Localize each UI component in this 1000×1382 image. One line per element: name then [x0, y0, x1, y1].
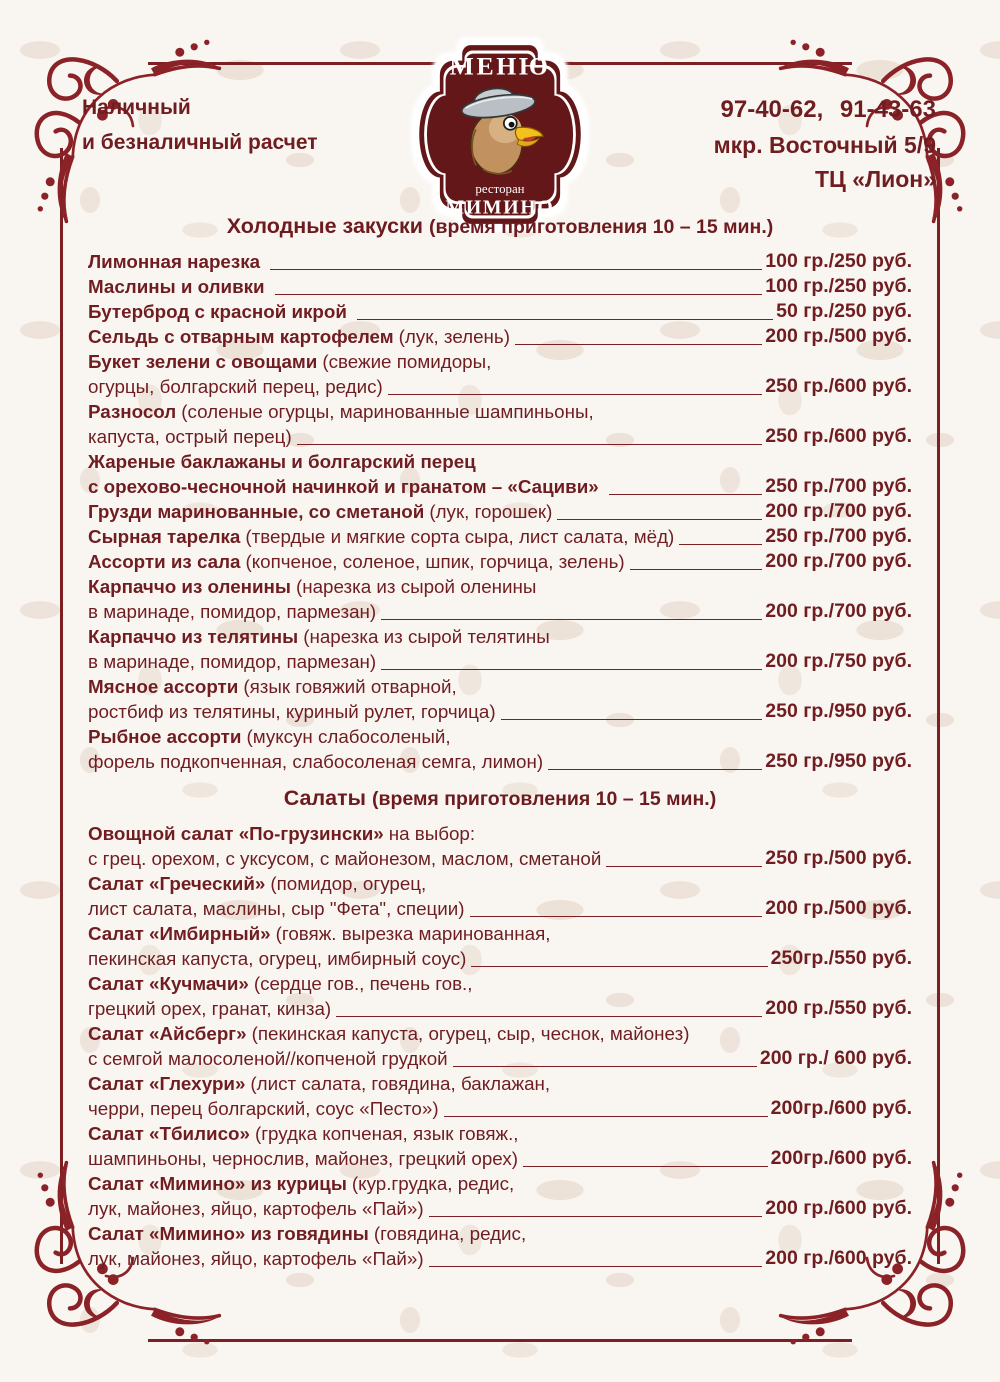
item-price: 200 гр./750 руб. — [765, 650, 912, 672]
item-name: Карпаччо из оленины — [88, 576, 291, 597]
item-description: на выбор: — [388, 823, 476, 844]
price-leader-line — [453, 1066, 757, 1067]
menu-item-line — [88, 1196, 912, 1221]
item-price: 100 гр./250 руб. — [765, 275, 912, 297]
contact-block — [714, 92, 936, 196]
item-description: (лист салата, говядина, баклажан, — [250, 1073, 551, 1094]
menu-item — [88, 549, 912, 574]
price-leader-line — [606, 866, 762, 867]
menu-item-line — [88, 599, 912, 624]
item-price: 200 гр./700 руб. — [765, 550, 912, 572]
item-price: 200гр./600 руб. — [770, 1097, 912, 1119]
logo-subtitle-text: ресторан — [475, 181, 525, 196]
menu-item — [88, 1071, 912, 1121]
menu-item-line — [88, 1096, 912, 1121]
price-leader-line — [381, 619, 762, 620]
item-price: 200гр./600 руб. — [770, 1147, 912, 1169]
menu-item-line — [88, 724, 912, 749]
item-price: 250 гр./700 руб. — [765, 475, 912, 497]
item-name: Рыбное ассорти — [88, 726, 242, 747]
item-name: Жареные баклажаны и болгарский перец — [88, 451, 476, 472]
item-name: Овощной салат «По-грузински» — [88, 823, 384, 844]
item-description: форель подкопченная, слабосоленая семга, лимон) — [88, 751, 544, 772]
item-price: 250 гр./950 руб. — [765, 750, 912, 772]
item-name: Сырная тарелка — [88, 526, 241, 547]
price-leader-line — [523, 1166, 768, 1167]
restaurant-logo — [414, 40, 586, 229]
menu-section — [88, 214, 912, 774]
item-name: Салат «Глехури» — [88, 1073, 246, 1094]
item-name: Салат «Мимино» из говядины — [88, 1223, 369, 1244]
menu-item-line — [88, 1071, 912, 1096]
item-description: (лук, горошек) — [429, 501, 553, 522]
menu-item-line — [88, 1246, 912, 1271]
menu-item-line — [88, 1171, 912, 1196]
menu-item-line — [88, 249, 912, 274]
menu-item-line — [88, 399, 912, 424]
item-name: Салат «Айсберг» — [88, 1023, 247, 1044]
price-leader-line — [609, 494, 763, 495]
menu-item-line — [88, 921, 912, 946]
border-line-left — [60, 148, 63, 1264]
price-leader-line — [470, 916, 763, 917]
menu-item-line — [88, 424, 912, 449]
item-name: Салат «Мимино» из курицы — [88, 1173, 347, 1194]
menu-item-line — [88, 996, 912, 1021]
phone-numbers: 97-40-62, 91-43-63 — [720, 96, 936, 123]
item-price: 200 гр./550 руб. — [765, 997, 912, 1019]
logo-menu-text: МЕНЮ — [449, 51, 551, 81]
menu-item-line — [88, 649, 912, 674]
item-name: Разносол — [88, 401, 177, 422]
item-price: 100 гр./250 руб. — [765, 250, 912, 272]
item-name: Ассорти из сала — [88, 551, 241, 572]
price-leader-line — [429, 1216, 763, 1217]
payment-note-line1: Наличный — [82, 96, 191, 119]
address-line: мкр. Восточный 5/9 — [713, 132, 936, 158]
section-title-text: Салаты — [283, 786, 367, 810]
item-price: 250 гр./950 руб. — [765, 700, 912, 722]
menu-item-line — [88, 549, 912, 574]
menu-item-line — [88, 1121, 912, 1146]
item-description: (пекинская капуста, огурец, сыр, чеснок, майонез) — [251, 1023, 690, 1044]
item-description: капуста, острый перец) — [88, 426, 292, 447]
item-description: (кур.грудка, редис, — [351, 1173, 515, 1194]
price-leader-line — [444, 1116, 768, 1117]
menu-item-line — [88, 946, 912, 971]
price-leader-line — [388, 394, 762, 395]
item-price: 200 гр./700 руб. — [765, 600, 912, 622]
menu-item — [88, 324, 912, 349]
item-description: лук, майонез, яйцо, картофель «Пай») — [88, 1198, 424, 1219]
menu-item-line — [88, 474, 912, 499]
item-description: лук, майонез, яйцо, картофель «Пай») — [88, 1248, 424, 1269]
menu-item — [88, 1171, 912, 1221]
item-name: Салат «Имбирный» — [88, 923, 271, 944]
item-description: (говядина, редис, — [373, 1223, 527, 1244]
item-name: Карпаччо из телятины — [88, 626, 299, 647]
item-name: Бутерброд с красной икрой — [88, 301, 347, 322]
menu-item — [88, 1021, 912, 1071]
border-line-bottom — [148, 1339, 852, 1342]
menu-item-line — [88, 624, 912, 649]
item-name: Маслины и оливки — [88, 276, 265, 297]
price-leader-line — [357, 319, 773, 320]
menu-item-line — [88, 1221, 912, 1246]
menu-section — [88, 786, 912, 1271]
item-description: грецкий орех, гранат, кинза) — [88, 998, 332, 1019]
menu-item-line — [88, 871, 912, 896]
item-name: Салат «Греческий» — [88, 873, 266, 894]
item-price: 200 гр./500 руб. — [765, 325, 912, 347]
item-description: в маринаде, помидор, пармезан) — [88, 601, 377, 622]
item-description: в маринаде, помидор, пармезан) — [88, 651, 377, 672]
menu-item-line — [88, 524, 912, 549]
price-leader-line — [557, 519, 762, 520]
item-description: (лук, зелень) — [398, 326, 510, 347]
menu-item — [88, 921, 912, 971]
item-description: (нарезка из сырой оленины — [295, 576, 537, 597]
price-leader-line — [471, 966, 767, 967]
section-title-text: Холодные закуски — [226, 214, 424, 238]
item-description: (твердые и мягкие сорта сыра, лист салата, мёд) — [245, 526, 675, 547]
menu-item-line — [88, 299, 912, 324]
item-description: (свежие помидоры, — [322, 351, 492, 372]
menu-item — [88, 249, 912, 274]
item-description: (нарезка из сырой телятины — [303, 626, 550, 647]
item-name: Букет зелени с овощами — [88, 351, 318, 372]
menu-item — [88, 871, 912, 921]
item-price: 250 гр./600 руб. — [765, 375, 912, 397]
item-price: 250 гр./700 руб. — [765, 525, 912, 547]
item-description: огурцы, болгарский перец, редис) — [88, 376, 383, 397]
item-price: 200 гр./ 600 руб. — [759, 1047, 912, 1069]
menu-item-line — [88, 499, 912, 524]
menu-item-line — [88, 349, 912, 374]
item-name: Мясное ассорти — [88, 676, 239, 697]
menu-item — [88, 574, 912, 624]
item-description: черри, перец болгарский, соус «Песто») — [88, 1098, 439, 1119]
menu-item — [88, 724, 912, 774]
item-price: 250 гр./500 руб. — [765, 847, 912, 869]
item-name: с орехово-чесночной начинкой и гранатом – «Сациви» — [88, 476, 599, 497]
menu-item-line — [88, 1146, 912, 1171]
item-description: (помидор, огурец, — [270, 873, 427, 894]
item-description: (язык говяжий отварной, — [243, 676, 457, 697]
item-name: Грузди маринованные, со сметаной — [88, 501, 425, 522]
item-description: (сердце гов., печень гов., — [253, 973, 473, 994]
menu-item — [88, 624, 912, 674]
item-description: с семгой малосоленой//копченой грудкой — [88, 1048, 448, 1069]
menu-item-line — [88, 846, 912, 871]
menu-item — [88, 449, 912, 499]
menu-item-line — [88, 1021, 912, 1046]
price-leader-line — [679, 544, 762, 545]
price-leader-line — [297, 444, 763, 445]
menu-sections — [88, 214, 912, 1271]
section-title — [88, 786, 912, 811]
item-description: (копченое, соленое, шпик, горчица, зелень) — [245, 551, 625, 572]
menu-item-line — [88, 821, 912, 846]
item-description: (муксун слабосоленый, — [246, 726, 451, 747]
item-description: пекинская капуста, огурец, имбирный соус) — [88, 948, 467, 969]
price-leader-line — [548, 769, 762, 770]
menu-item — [88, 821, 912, 871]
menu-item — [88, 499, 912, 524]
item-name: Салат «Тбилисо» — [88, 1123, 250, 1144]
menu-item-line — [88, 449, 912, 474]
menu-item — [88, 1121, 912, 1171]
menu-item-line — [88, 971, 912, 996]
menu-item-line — [88, 1046, 912, 1071]
item-description: шампиньоны, чернослив, майонез, грецкий орех) — [88, 1148, 518, 1169]
menu-item-line — [88, 574, 912, 599]
item-price: 200 гр./700 руб. — [765, 500, 912, 522]
price-leader-line — [630, 569, 763, 570]
payment-note-line2: и безналичный расчет — [82, 131, 318, 154]
menu-item-line — [88, 324, 912, 349]
price-leader-line — [270, 269, 762, 270]
item-description: ростбиф из телятины, куриный рулет, горчица) — [88, 701, 496, 722]
item-price: 200 гр./500 руб. — [765, 897, 912, 919]
menu-item-line — [88, 274, 912, 299]
price-leader-line — [429, 1266, 763, 1267]
item-description: (грудка копченая, язык говяж., — [254, 1123, 519, 1144]
item-description: с грец. орехом, с уксусом, с майонезом, маслом, сметаной — [88, 848, 602, 869]
section-time-note: (время приготовления 10 – 15 мин.) — [429, 216, 774, 238]
price-leader-line — [381, 669, 762, 670]
menu-item — [88, 299, 912, 324]
menu-item — [88, 674, 912, 724]
item-description: (соленые огурцы, маринованные шампиньоны, — [181, 401, 594, 422]
menu-item-line — [88, 896, 912, 921]
logo-name-text: МИМИНО — [445, 196, 555, 219]
menu-item-line — [88, 674, 912, 699]
price-leader-line — [336, 1016, 762, 1017]
menu-item — [88, 971, 912, 1021]
menu-item — [88, 1221, 912, 1271]
menu-item — [88, 524, 912, 549]
menu-item — [88, 349, 912, 399]
menu-item-line — [88, 749, 912, 774]
border-line-right — [937, 148, 940, 1264]
price-leader-line — [275, 294, 763, 295]
mall-line: ТЦ «Лион» — [814, 166, 936, 192]
menu-item-line — [88, 374, 912, 399]
item-price: 200 гр./600 руб. — [765, 1247, 912, 1269]
item-name: Лимонная нарезка — [88, 251, 261, 272]
price-leader-line — [501, 719, 763, 720]
menu-item-line — [88, 699, 912, 724]
item-name: Салат «Кучмачи» — [88, 973, 249, 994]
section-title — [88, 214, 912, 239]
item-price: 250гр./550 руб. — [770, 947, 912, 969]
item-description: (говяж. вырезка маринованная, — [275, 923, 551, 944]
payment-note — [82, 90, 318, 160]
item-price: 250 гр./600 руб. — [765, 425, 912, 447]
price-leader-line — [515, 344, 762, 345]
section-time-note: (время приготовления 10 – 15 мин.) — [372, 788, 717, 810]
menu-item — [88, 399, 912, 449]
item-price: 50 гр./250 руб. — [776, 300, 912, 322]
item-name: Сельдь с отварным картофелем — [88, 326, 394, 347]
item-description: лист салата, маслины, сыр "Фета", специи) — [88, 898, 465, 919]
menu-item — [88, 274, 912, 299]
item-price: 200 гр./600 руб. — [765, 1197, 912, 1219]
